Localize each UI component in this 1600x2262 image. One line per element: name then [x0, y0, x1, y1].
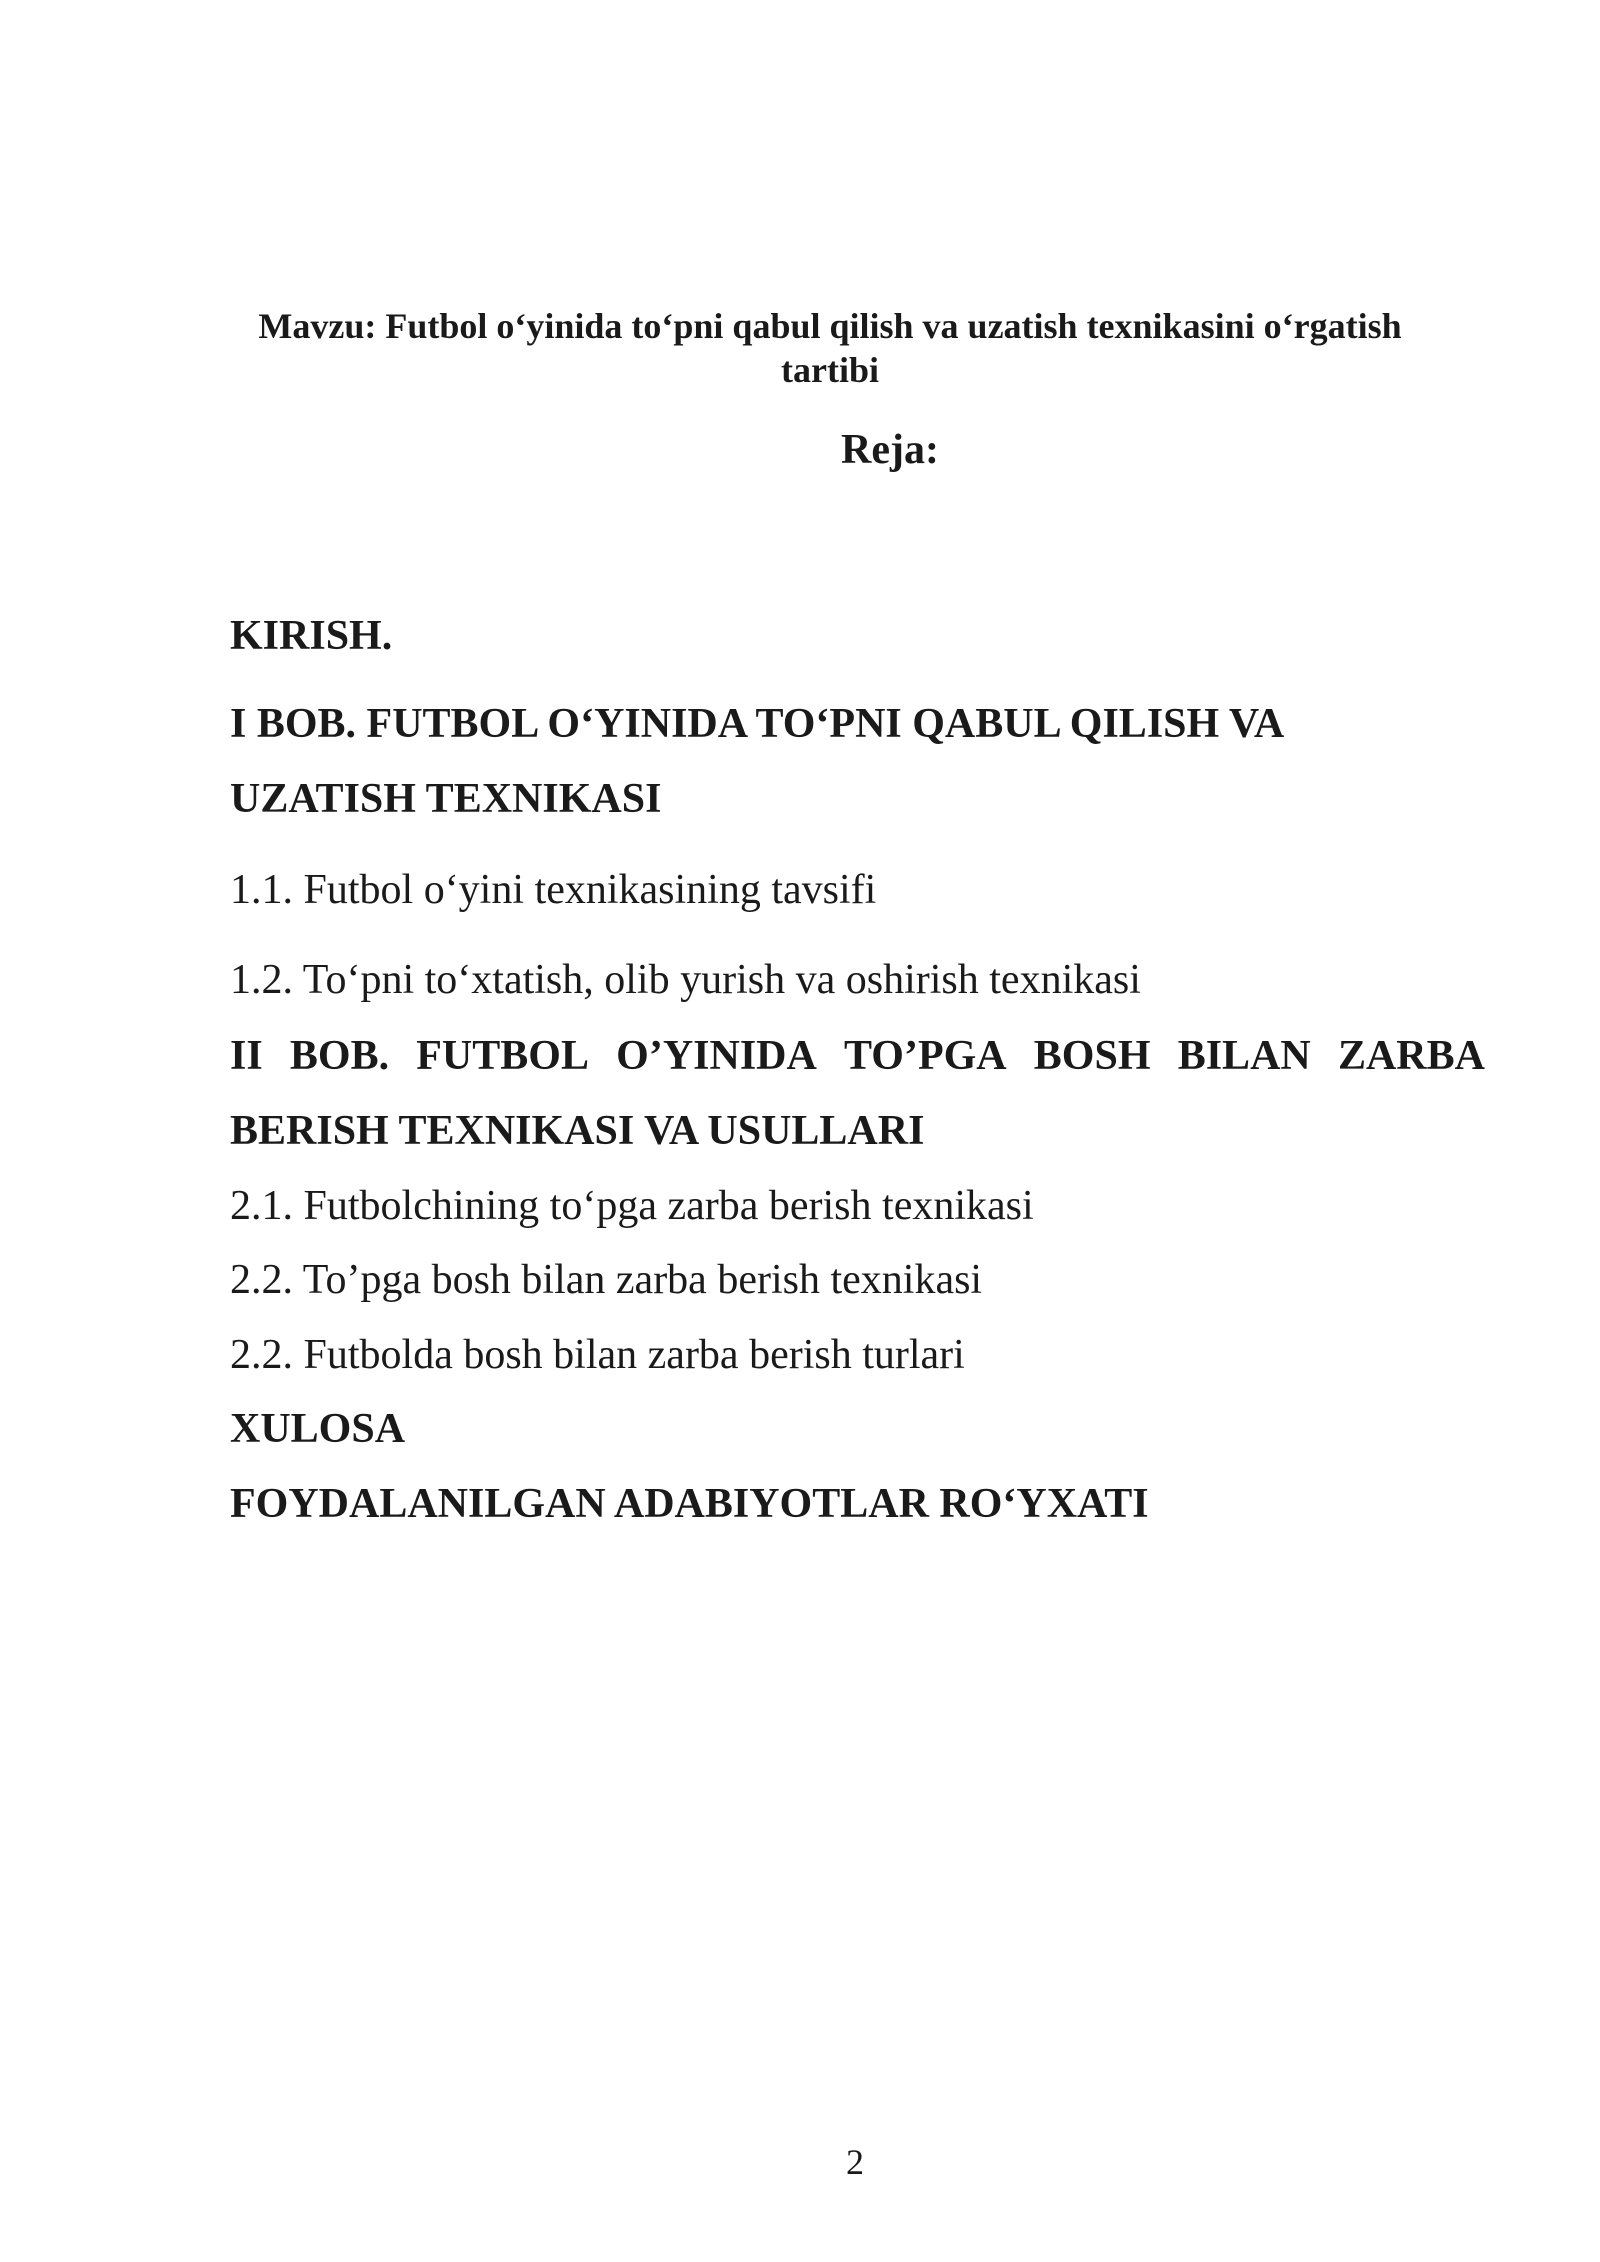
toc-section-2-1: 2.1. Futbolchining to‘pga zarba berish texnikasi	[230, 1183, 1034, 1229]
document-title	[200, 304, 1460, 392]
chapter-2-word: FUTBOL	[416, 1033, 589, 1079]
toc-conclusion: XULOSA	[230, 1406, 406, 1452]
toc-chapter-1-line-2: UZATISH TEXNIKASI	[230, 776, 662, 822]
chapter-2-word: TO’PGA	[844, 1033, 1007, 1079]
toc-section-2-3: 2.2. Futbolda bosh bilan zarba berish turlari	[230, 1332, 965, 1378]
chapter-2-word: BOB.	[289, 1033, 390, 1079]
toc-chapter-2-line-2: BERISH TEXNIKASI VA USULLARI	[230, 1108, 925, 1154]
chapter-2-word: II	[230, 1033, 263, 1079]
toc-section-2-2: 2.2. To’pga bosh bilan zarba berish texnikasi	[230, 1257, 983, 1303]
chapter-2-word: BILAN	[1177, 1033, 1311, 1079]
toc-references: FOYDALANILGAN ADABIYOTLAR RO‘YXATI	[230, 1481, 1149, 1527]
plan-heading: Reja:	[841, 427, 939, 473]
toc-chapter-2-line-1	[230, 1030, 1485, 1082]
toc-section-1-1: 1.1. Futbol o‘yini texnikasining tavsifi	[230, 867, 877, 913]
page-number: 2	[846, 2142, 864, 2182]
title-line-1: Mavzu: Futbol o‘yinida to‘pni qabul qilish va uzatish texnikasini o‘rgatish	[258, 306, 1402, 346]
title-line-2: tartibi	[781, 350, 879, 390]
chapter-2-word: O’YINIDA	[616, 1033, 817, 1079]
toc-section-1-2: 1.2. To‘pni to‘xtatish, olib yurish va oshirish texnikasi	[230, 957, 1141, 1003]
toc-intro: KIRISH.	[230, 613, 393, 659]
chapter-2-word: BOSH	[1033, 1033, 1151, 1079]
toc-chapter-1-line-1: I BOB. FUTBOL O‘YINIDA TO‘PNI QABUL QILISH VA	[230, 701, 1285, 747]
chapter-2-word: ZARBA	[1337, 1033, 1485, 1079]
